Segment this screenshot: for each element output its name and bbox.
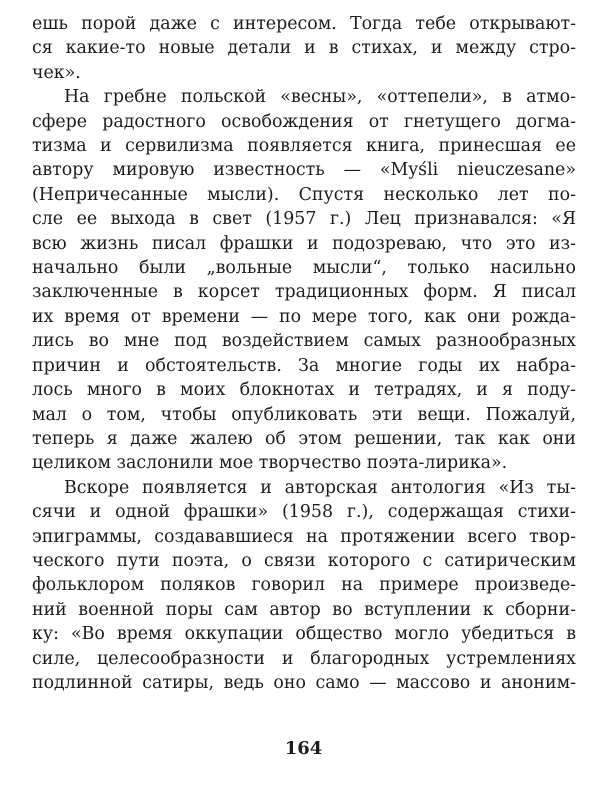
text-line: ний военной поры сам автор во вступлении к сборни- [32, 599, 576, 620]
text-line: их время от времени — по мере того, как они рожда- [32, 306, 576, 327]
text-line: подлинной сатиры, ведь оно само — массово и аноним- [32, 672, 576, 693]
text-line: ческого пути поэта, о связи которого с сатирическим [32, 550, 576, 571]
text-line: ешь порой даже с интересом. Тогда тебе открывают- [32, 14, 576, 34]
text-line: целиком заслонили мое творчество поэта-лирика». [32, 453, 508, 474]
text-line: тизма и сервилизма появляется книга, принесшая ее [32, 136, 576, 157]
text-line: лись во мне под воздействием самых разнообразных [32, 331, 576, 352]
body-text [32, 12, 576, 695]
text-line: эпиграммы, создававшиеся на протяжении всего твор- [32, 526, 576, 547]
text-line: сячи и одной фрашки» (1958 г.), содержащая стихи- [32, 502, 576, 523]
text-line: сфере радостного освобождения от гнетущего догма- [32, 111, 576, 132]
text-line: ку: «Во время оккупации общество могло убедиться в [32, 624, 576, 645]
text-line: лось много в моих блокнотах и тетрадях, и я поду- [32, 380, 576, 401]
text-line: причин и обстоятельств. За многие годы их набра- [32, 355, 576, 376]
text-line: автору мировую известность — «Myśli nieuczesane» [32, 160, 576, 181]
text-line: мал о том, чтобы опубликовать эти вещи. Пожалуй, [32, 404, 576, 425]
text-line: сле ее выхода в свет (1957 г.) Лец признавался: «Я [32, 209, 576, 230]
text-line: ся какие-то новые детали и в стихах, и между стро- [32, 38, 576, 59]
text-line: всю жизнь писал фрашки и подозреваю, что это из- [32, 233, 576, 254]
text-line: На гребне польской «весны», «оттепели», в атмо- [64, 87, 576, 108]
text-line: теперь я даже жалею об этом решении, так как они [32, 428, 576, 449]
text-line: силе, целесообразности и благородных устремлениях [32, 648, 576, 669]
text-line: Вскоре появляется и авторская антология «Из ты- [64, 477, 576, 498]
text-line: чек». [32, 62, 81, 83]
text-line: начально были „вольные мысли“, только насильно [32, 258, 576, 279]
page-number: 164 [284, 738, 323, 759]
text-line: (Непричесанные мысли). Спустя несколько лет по- [32, 184, 576, 205]
text-line: заключенные в корсет традиционных форм. Я писал [32, 282, 576, 303]
text-line: фольклором поляков говорил на примере произведе- [32, 575, 576, 596]
